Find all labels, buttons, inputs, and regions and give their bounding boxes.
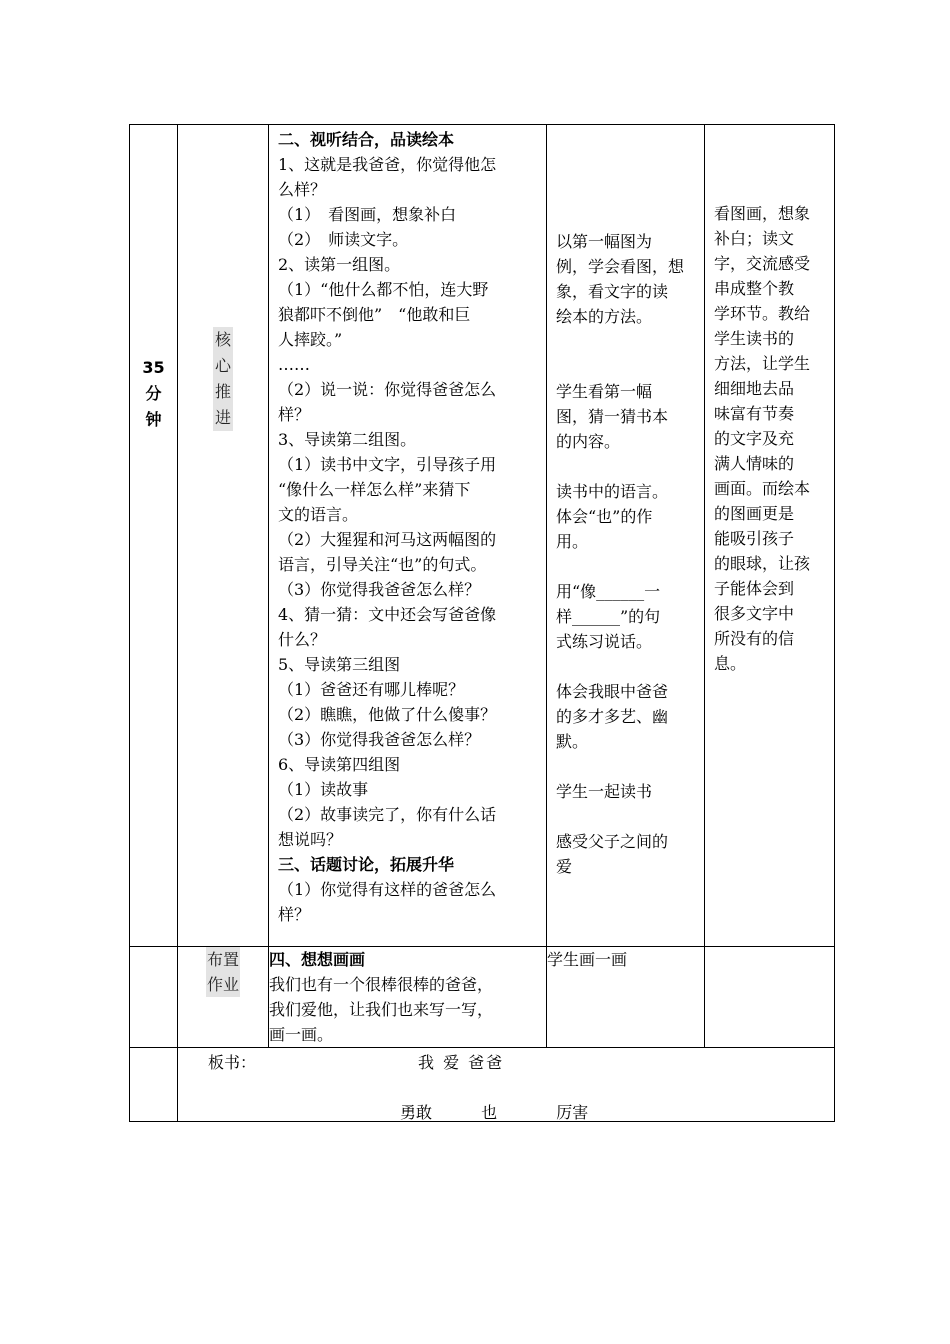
homework-stage-label-2: 作业 xyxy=(206,972,240,997)
student-line: 爱 xyxy=(556,857,573,876)
design-intent-line: 能吸引孩子 xyxy=(714,529,795,548)
teacher-line: （1）读故事 xyxy=(278,780,369,799)
homework-stage-cell xyxy=(178,947,269,1048)
student-line: 的多才多艺、幽 xyxy=(556,707,669,726)
homework-teacher-cell xyxy=(269,947,547,1048)
board-cell xyxy=(178,1048,835,1122)
teacher-line: （2） 师读文字。 xyxy=(278,230,409,249)
teacher-line: （1） 看图画，想象补白 xyxy=(278,205,457,224)
student-line: 用“像______一 xyxy=(556,582,661,601)
student-line: 的内容。 xyxy=(556,432,621,451)
board-word: 也 xyxy=(481,1103,498,1122)
design-intent-line: 细细地去品 xyxy=(714,379,795,398)
homework-line: 画一画。 xyxy=(269,1025,334,1044)
lesson-plan-table xyxy=(129,124,835,1122)
stage-char: 进 xyxy=(213,405,233,431)
homework-heading: 四、想想画画 xyxy=(269,950,366,969)
section-heading: 二、视听结合，品读绘本 xyxy=(278,130,455,149)
teacher-line: 样？ xyxy=(278,905,311,924)
student-activity-block xyxy=(556,679,698,754)
homework-row xyxy=(130,947,835,1048)
board-label: 板书： xyxy=(208,1053,257,1072)
time-cell xyxy=(130,125,178,947)
design-intent-line: 味富有节奏 xyxy=(714,404,795,423)
student-activity-block xyxy=(556,229,698,329)
teacher-line: （2）瞧瞧，他做了什么傻事？ xyxy=(278,705,497,724)
spacer xyxy=(556,554,698,579)
teacher-line: （1）你觉得有这样的爸爸怎么 xyxy=(278,880,497,899)
student-line: 体会我眼中爸爸 xyxy=(556,682,669,701)
design-intent-line: 看图画，想象 xyxy=(714,204,811,223)
teacher-line: 什么？ xyxy=(278,630,327,649)
teacher-line: 文的语言。 xyxy=(278,505,359,524)
design-intent-line: 子能体会到 xyxy=(714,579,795,598)
teacher-line: 样？ xyxy=(278,405,311,424)
homework-student-text: 学生画一画 xyxy=(547,950,628,969)
board-words xyxy=(400,1100,588,1125)
section-heading: 三、话题讨论，拓展升华 xyxy=(278,855,455,874)
design-intent-text xyxy=(705,125,834,676)
core-section-row xyxy=(130,125,835,947)
student-line: 象，看文字的读 xyxy=(556,282,669,301)
teacher-line: （3）你觉得我爸爸怎么样？ xyxy=(278,730,481,749)
student-line: 绘本的方法。 xyxy=(556,307,653,326)
student-line: 以第一幅图为 xyxy=(556,232,653,251)
spacer xyxy=(556,454,698,479)
spacer xyxy=(556,754,698,779)
design-intent-line: 所没有的信 xyxy=(714,629,795,648)
teacher-line: 5、导读第三组图 xyxy=(278,655,401,674)
homework-line: 我们爱他，让我们也来写一写， xyxy=(269,1000,494,1019)
homework-time-cell xyxy=(130,947,178,1048)
student-activity-block xyxy=(556,779,698,804)
design-intent-line: 满人情味的 xyxy=(714,454,795,473)
student-activity-block xyxy=(556,579,698,654)
design-intent-line: 画面。而绘本 xyxy=(714,479,811,498)
homework-intent-cell xyxy=(705,947,835,1048)
time-unit-2: 钟 xyxy=(145,410,162,429)
teacher-line: （2）说一说：你觉得爸爸怎么 xyxy=(278,380,497,399)
student-line: 学生看第一幅 xyxy=(556,382,653,401)
design-intent-line: 学生读书的 xyxy=(714,329,795,348)
design-intent-line: 的图画更是 xyxy=(714,504,795,523)
design-intent-line: 补白；读文 xyxy=(714,229,795,248)
teacher-line: （2）故事读完了，你有什么话 xyxy=(278,805,497,824)
student-line: 感受父子之间的 xyxy=(556,832,669,851)
teacher-line: 想说吗？ xyxy=(278,830,343,849)
teacher-line: 3、导读第二组图。 xyxy=(278,430,417,449)
student-activity-block xyxy=(556,479,698,554)
design-intent-line: 字，交流感受 xyxy=(714,254,811,273)
teacher-line: （1）“他什么都不怕，连大野 xyxy=(278,280,489,299)
teacher-line: 么样？ xyxy=(278,180,327,199)
board-row xyxy=(130,1048,835,1122)
spacer xyxy=(556,329,698,379)
student-activity-block xyxy=(556,379,698,454)
stage-cell xyxy=(178,125,269,947)
design-intent-line: 方法，让学生 xyxy=(714,354,811,373)
spacer xyxy=(556,804,698,829)
teacher-line: 6、导读第四组图 xyxy=(278,755,401,774)
stage-char: 推 xyxy=(213,379,233,405)
student-activity-cell xyxy=(547,125,705,947)
stage-char: 心 xyxy=(213,353,233,379)
design-intent-cell xyxy=(705,125,835,947)
teacher-line: （2）大猩猩和河马这两幅图的 xyxy=(278,530,497,549)
teacher-line: “像什么一样怎么样”来猜下 xyxy=(278,480,471,499)
teacher-activity-cell xyxy=(269,125,547,947)
teacher-line: 1、这就是我爸爸，你觉得他怎 xyxy=(278,155,497,174)
teacher-line: 2、读第一组图。 xyxy=(278,255,401,274)
design-intent-line: 的文字及充 xyxy=(714,429,795,448)
stage-char: 核 xyxy=(213,327,233,353)
design-intent-line: 学环节。教给 xyxy=(714,304,811,323)
time-number: 35 xyxy=(142,358,165,377)
board-word: 厉害 xyxy=(556,1103,589,1122)
student-line: 学生一起读书 xyxy=(556,782,653,801)
time-unit-1: 分 xyxy=(145,384,162,403)
teacher-line: （3）你觉得我爸爸怎么样？ xyxy=(278,580,481,599)
teacher-line: （1）读书中文字，引导孩子用 xyxy=(278,455,497,474)
design-intent-line: 的眼球，让孩 xyxy=(714,554,811,573)
homework-stage-label-1: 布置 xyxy=(206,947,240,972)
student-line: 样______”的句 xyxy=(556,607,661,626)
design-intent-line: 息。 xyxy=(714,654,747,673)
student-line: 用。 xyxy=(556,532,589,551)
student-line: 例，学会看图，想 xyxy=(556,257,685,276)
student-line: 体会“也”的作 xyxy=(556,507,653,526)
teacher-line: …… xyxy=(278,355,310,374)
spacer xyxy=(556,654,698,679)
student-line: 图，猜一猜书本 xyxy=(556,407,669,426)
teacher-line: 语言，引导关注“也”的句式。 xyxy=(278,555,487,574)
teacher-line: （1）爸爸还有哪儿棒呢？ xyxy=(278,680,465,699)
design-intent-line: 串成整个教 xyxy=(714,279,795,298)
teacher-line: 4、猜一猜：文中还会写爸爸像 xyxy=(278,605,497,624)
student-line: 读书中的语言。 xyxy=(556,482,669,501)
student-activity-text xyxy=(547,125,704,879)
teacher-line: 人摔跤。” xyxy=(278,330,343,349)
student-line: 式练习说话。 xyxy=(556,632,653,651)
homework-student-cell xyxy=(547,947,705,1048)
board-word: 勇敢 xyxy=(400,1103,433,1122)
student-line: 默。 xyxy=(556,732,589,751)
design-intent-line: 很多文字中 xyxy=(714,604,795,623)
board-title: 我 爱 爸爸 xyxy=(418,1053,505,1072)
teacher-line: 狼都吓不倒他” “他敢和巨 xyxy=(278,305,471,324)
student-activity-block xyxy=(556,829,698,879)
teacher-activity-text xyxy=(269,125,546,931)
homework-line: 我们也有一个很棒很棒的爸爸， xyxy=(269,975,494,994)
board-time-cell xyxy=(130,1048,178,1122)
